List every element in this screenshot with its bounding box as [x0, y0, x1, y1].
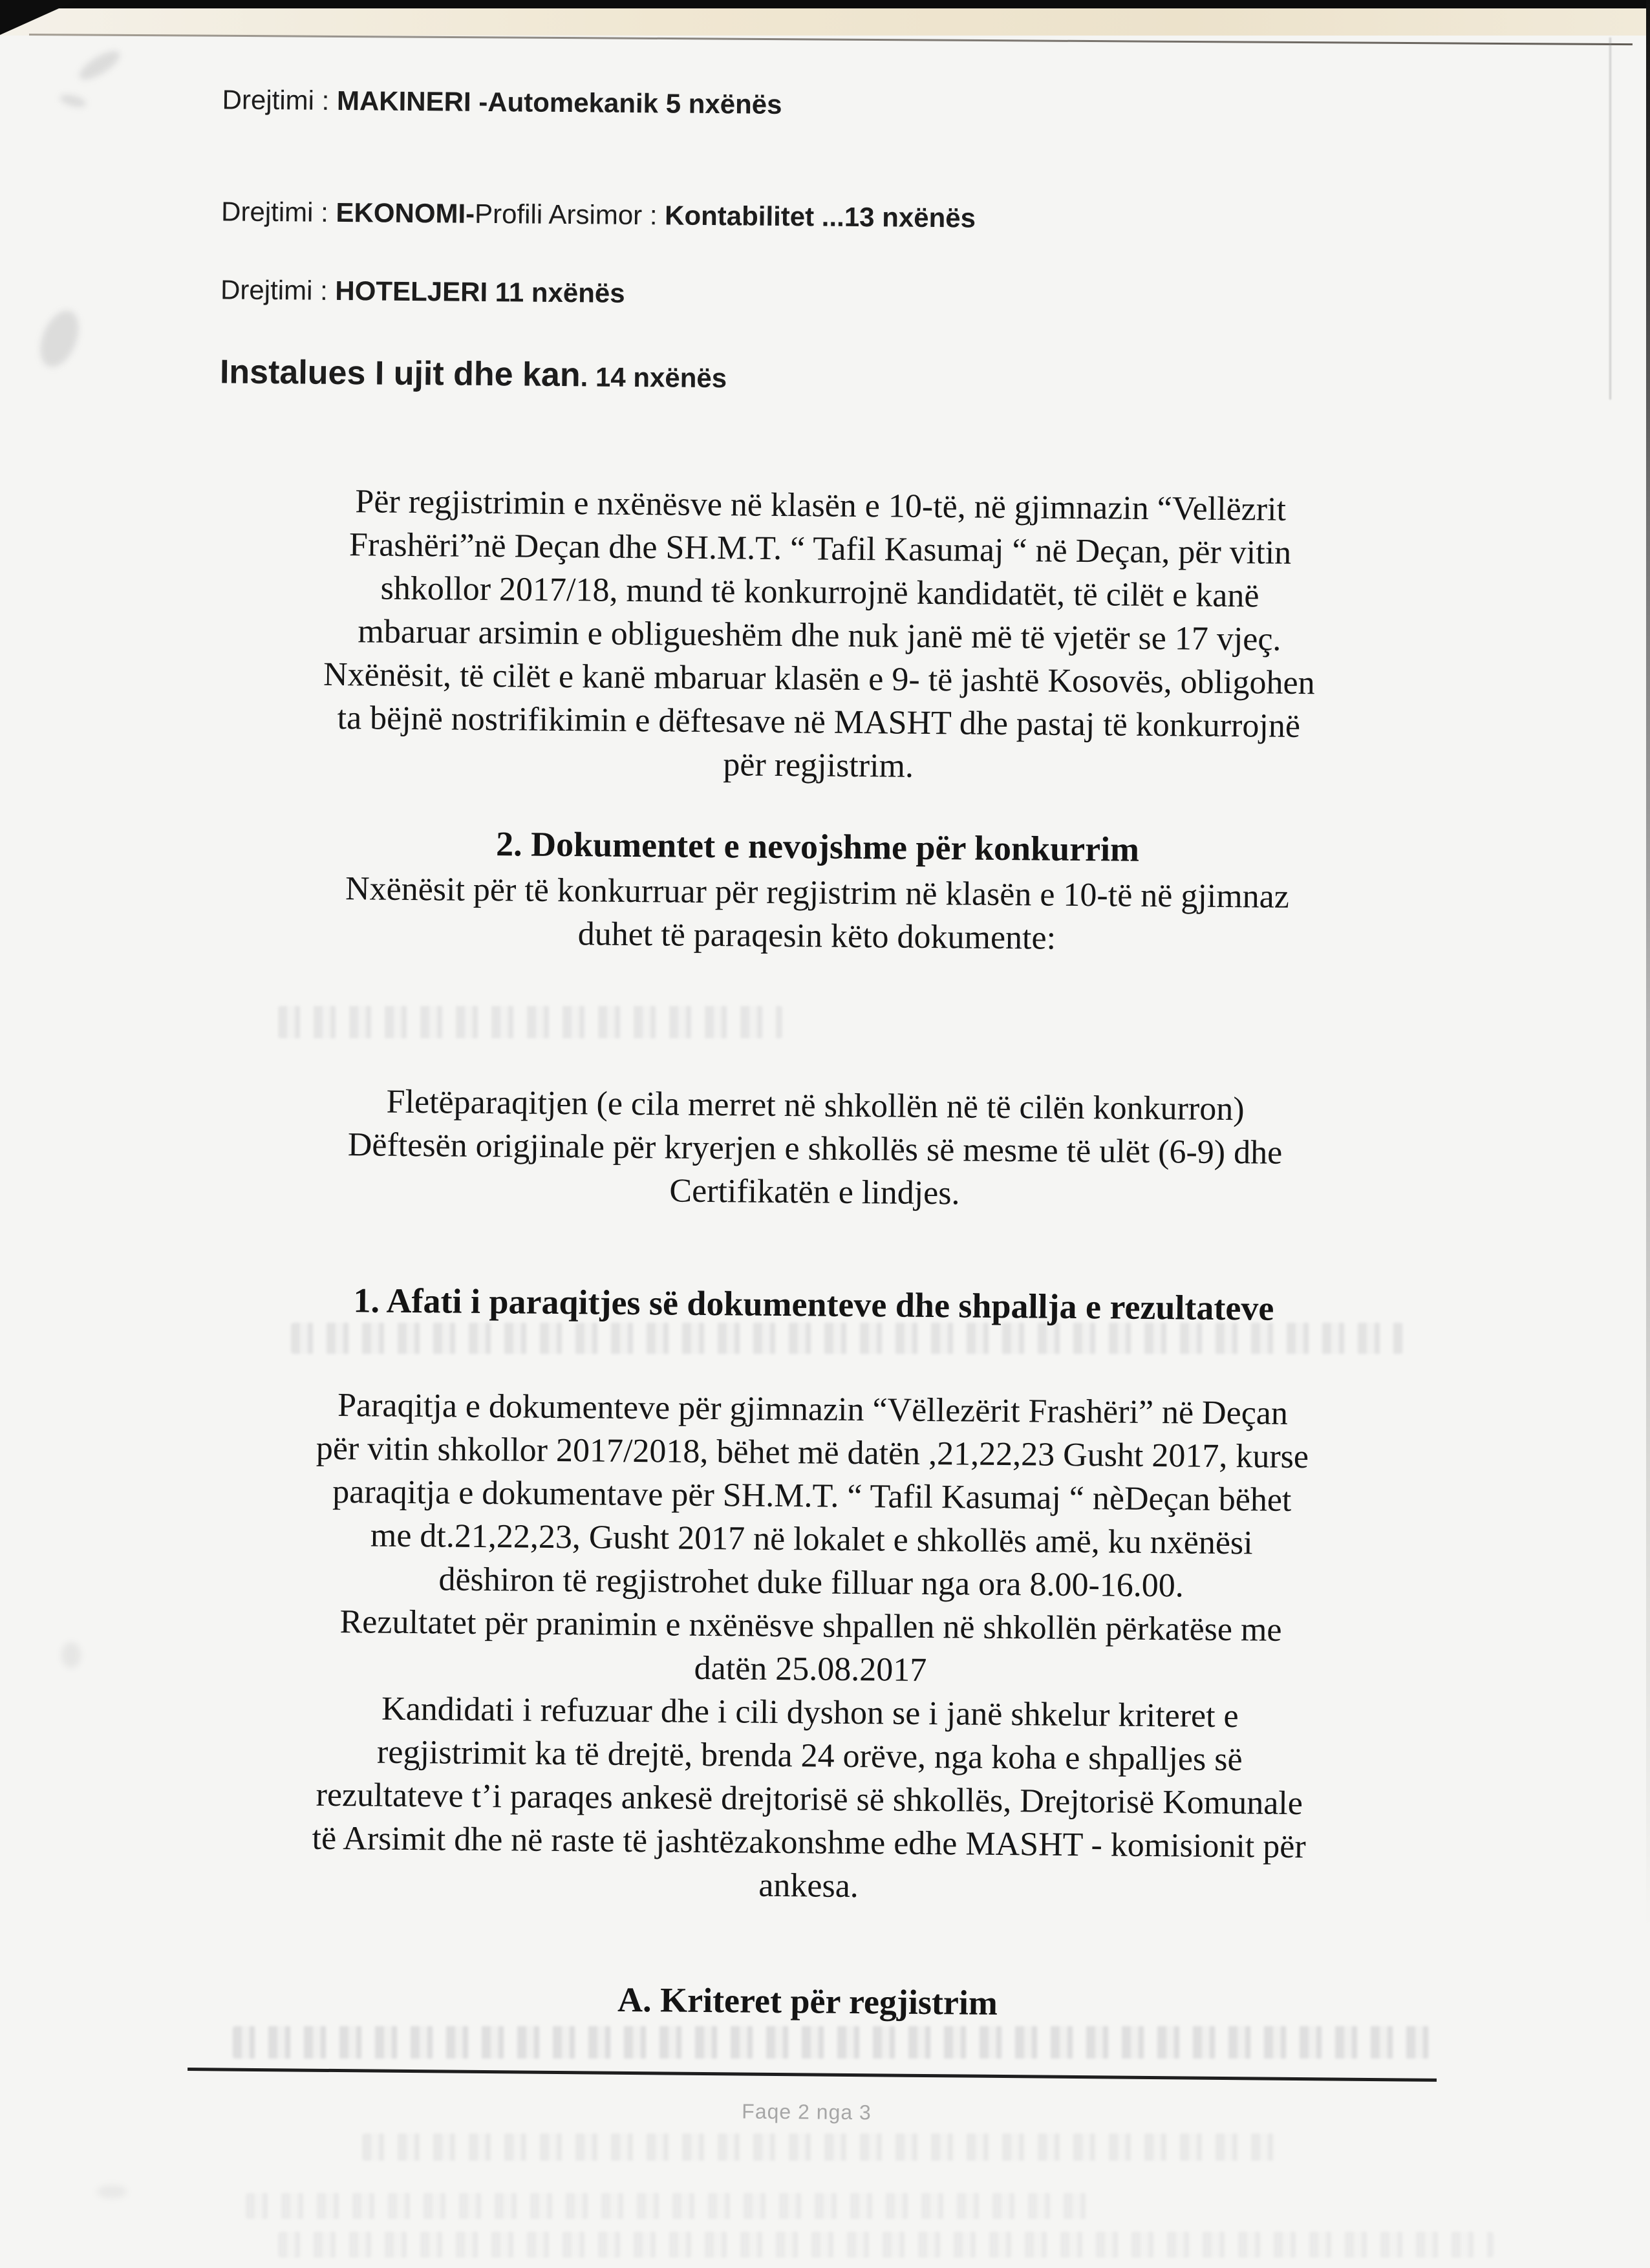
text-line: Nxënësit për të konkurruar për regjistrim në klasën e 10-të në gjimnaz — [345, 870, 1290, 915]
paragraph-deadline-details — [103, 1382, 1517, 1914]
text-line: ankesa. — [758, 1867, 859, 1905]
heading-deadline-results: 1. Afati i paraqitjes së dokumenteve dhe shpallja e rezultateve — [353, 1281, 1274, 1328]
text-line: regjistrimit ka të drejtë, brenda 24 orëve, nga koha e shpalljes së — [376, 1733, 1243, 1779]
text-line: dëshiron të regjistrohet duke filluar nga ora 8.00-16.00. — [438, 1561, 1184, 1605]
list-required-documents — [110, 1078, 1521, 1220]
text-line: Kandidati i refuzuar dhe i cili dyshon se i janë shkelur kriteret e — [381, 1690, 1239, 1735]
text-line: me dt.21,22,23, Gusht 2017 në lokalet e shkollës amë, ku nxënësi — [370, 1517, 1253, 1562]
text-line: datën 25.08.2017 — [694, 1649, 927, 1689]
text-line: ta bëjnë nostrifikimin e dëftesave në MASHT dhe pastaj të konkurrojnë — [337, 699, 1301, 745]
direction-label: Drejtimi : — [220, 274, 336, 306]
text-line: shkollor 2017/18, mund të konkurrojnë kandidatët, të cilët e kanë — [380, 570, 1259, 615]
direction-profile-value: Kontabilitet ...13 nxënës — [664, 200, 976, 233]
text-line: Paraqitja e dokumenteve për gjimnazin “Vëllezërit Frashëri” në Deçan — [337, 1387, 1289, 1432]
footer-separator-line — [188, 2068, 1437, 2082]
text-line: mbaruar arsimin e obligueshëm dhe nuk janë më të vjetër se 17 vjeç. — [358, 613, 1281, 658]
text-line: duhet të paraqesin këto dokumente: — [577, 915, 1056, 957]
text-line: të Arsimit dhe në raste të jashtëzakonshme edhe MASHT - komisionit për — [312, 1819, 1306, 1866]
direction-line-ekonomi — [221, 196, 976, 233]
text-line: Certifikatën e lindjes. — [669, 1172, 960, 1212]
text-line: Nxënësit, të cilët e kanë mbaruar klasën e 9- të jashtë Kosovës, obligohen — [323, 656, 1315, 702]
direction-line-makineri — [222, 84, 782, 120]
direction-label: Drejtimi : — [220, 196, 336, 228]
direction-profile-label: Profili Arsimor : — [474, 198, 665, 231]
direction-value: MAKINERI -Automekanik 5 nxënës — [336, 85, 782, 120]
paragraph-registration-info — [113, 478, 1525, 793]
direction-line-hoteljeri — [220, 274, 625, 308]
text-line: rezultateve t’i paraqes ankesë drejtorisë së shkollës, Drejtorisë Komunale — [316, 1776, 1303, 1823]
paragraph-documents-intro — [112, 865, 1522, 964]
text-line: Rezultatet për pranimin e nxënësve shpallen në shkollën përkatëse me — [339, 1603, 1282, 1649]
direction-label: Drejtimi : — [222, 84, 338, 116]
text-line: Për regjistrimin e nxënësve në klasën e 10-të, në gjimnazin “Vellëzrit — [355, 483, 1287, 528]
heading-documents-required: 2. Dokumentet e nevojshme për konkurrim — [495, 824, 1140, 869]
text-line: për vitin shkollor 2017/2018, bëhet më datën ,21,22,23 Gusht 2017, kurse — [316, 1429, 1309, 1476]
direction-value: HOTELJERI 11 nxënës — [335, 275, 625, 308]
text-line: paraqitja e dokumentave për SH.M.T. “ Tafil Kasumaj “ nèDeçan bëhet — [332, 1473, 1292, 1519]
page-number-footer: Faqe 2 nga 3 — [742, 2099, 872, 2124]
direction-count: . 14 nxënës — [580, 361, 727, 394]
heading-criteria: A. Kriteret për regjistrim — [617, 1980, 998, 2022]
text-line: Dëftesën origjinale për kryerjen e shkollës së mesme të ulët (6-9) dhe — [347, 1126, 1283, 1171]
direction-value-bold: EKONOMI- — [336, 197, 475, 229]
direction-title: Instalues I ujit dhe kan — [219, 353, 581, 394]
text-line: Frashëri”në Deçan dhe SH.M.T. “ Tafil Kasumaj “ në Deçan, për vitin — [348, 526, 1292, 572]
text-line: për regjistrim. — [723, 746, 914, 785]
text-line: Fletëparaqitjen (e cila merret në shkollën në të cilën konkurron) — [386, 1083, 1245, 1128]
direction-line-instalues — [220, 352, 727, 396]
